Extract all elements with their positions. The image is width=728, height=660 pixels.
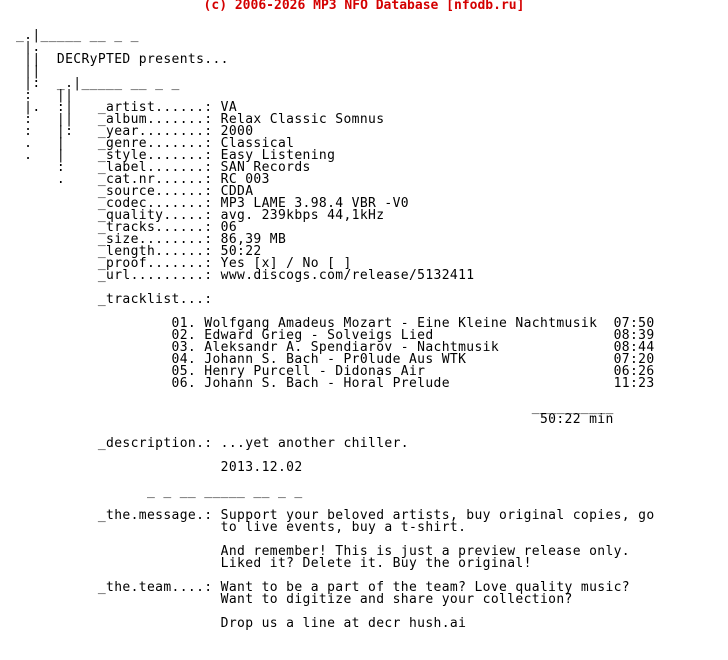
nfo-line: _source......: CDDA: [16, 184, 254, 199]
nfo-line: _tracklist...:: [16, 292, 213, 307]
nfo-line: Drop us a line at decr hush.ai: [16, 616, 467, 631]
nfo-line: : ||: [16, 88, 74, 103]
nfo-line: || DECRyPTED presents...: [16, 52, 229, 67]
nfo-line: : || _album.......: Relax Classic Somnus: [16, 112, 385, 127]
nfo-line: 50:22 min: [16, 412, 614, 427]
nfo-line: 02. Edward Grieg - Solveigs Lied 08:39: [16, 328, 655, 343]
nfo-line: _the.message.: Support your beloved artists, buy original copies, go: [16, 508, 655, 523]
nfo-line: ||: [16, 64, 41, 79]
nfo-line: _quality.....: avg. 239kbps 44,1kHz: [16, 208, 385, 223]
nfo-line: : |: _year........: 2000: [16, 124, 254, 139]
nfo-line: Want to digitize and share your collection?: [16, 592, 573, 607]
nfo-line: . | _genre.......: Classical: [16, 136, 295, 151]
nfo-line: 01. Wolfgang Amadeus Mozart - Eine Kleine Nachtmusik 07:50: [16, 316, 655, 331]
nfo-line: _length......: 50:22: [16, 244, 262, 259]
nfo-line: _tracks......: 06: [16, 220, 238, 235]
nfo-database-header: (c) 2006-2026 MP3 NFO Database [nfodb.ru]: [203, 0, 525, 13]
nfo-line: __________: [16, 400, 614, 415]
nfo-line: And remember! This is just a preview release only.: [16, 544, 630, 559]
nfo-line: 04. Johann S. Bach - Pr0lude Aus WTK 07:20: [16, 352, 655, 367]
nfo-line: Liked it? Delete it. Buy the original!: [16, 556, 532, 571]
nfo-line: |: _.|_____ __ _ _: [16, 76, 180, 91]
nfo-text-block: [16, 18, 655, 630]
nfo-line: . _cat.nr......: RC 003: [16, 172, 270, 187]
nfo-line: _ _ __ _____ __ _ _: [16, 484, 303, 499]
nfo-line: _the.team....: Want to be a part of the team? Love quality music?: [16, 580, 630, 595]
nfo-line: _proof.......: Yes [x] / No [ ]: [16, 256, 352, 271]
nfo-line: _size........: 86,39 MB: [16, 232, 287, 247]
nfo-line: . | _style.......: Easy Listening: [16, 148, 336, 163]
nfo-line: |. :| _artist......: VA: [16, 100, 238, 115]
nfo-line: 05. Henry Purcell - Didonas Air 06:26: [16, 364, 655, 379]
nfo-line: |.: [16, 40, 41, 55]
nfo-line: _description.: ...yet another chiller.: [16, 436, 409, 451]
nfo-line: 06. Johann S. Bach - Horal Prelude 11:23: [16, 376, 655, 391]
nfo-line: _.|_____ __ _ _: [16, 28, 139, 43]
nfo-line: _url.........: www.discogs.com/release/5132411: [16, 268, 475, 283]
nfo-line: 03. Aleksandr A. Spendiarov - Nachtmusik 08:44: [16, 340, 655, 355]
nfo-line: _codec.......: MP3 LAME 3.98.4 VBR -V0: [16, 196, 409, 211]
nfo-line: : _label.......: SAN Records: [16, 160, 311, 175]
nfo-line: to live events, buy a t-shirt.: [16, 520, 467, 535]
nfo-line: 2013.12.02: [16, 460, 303, 475]
